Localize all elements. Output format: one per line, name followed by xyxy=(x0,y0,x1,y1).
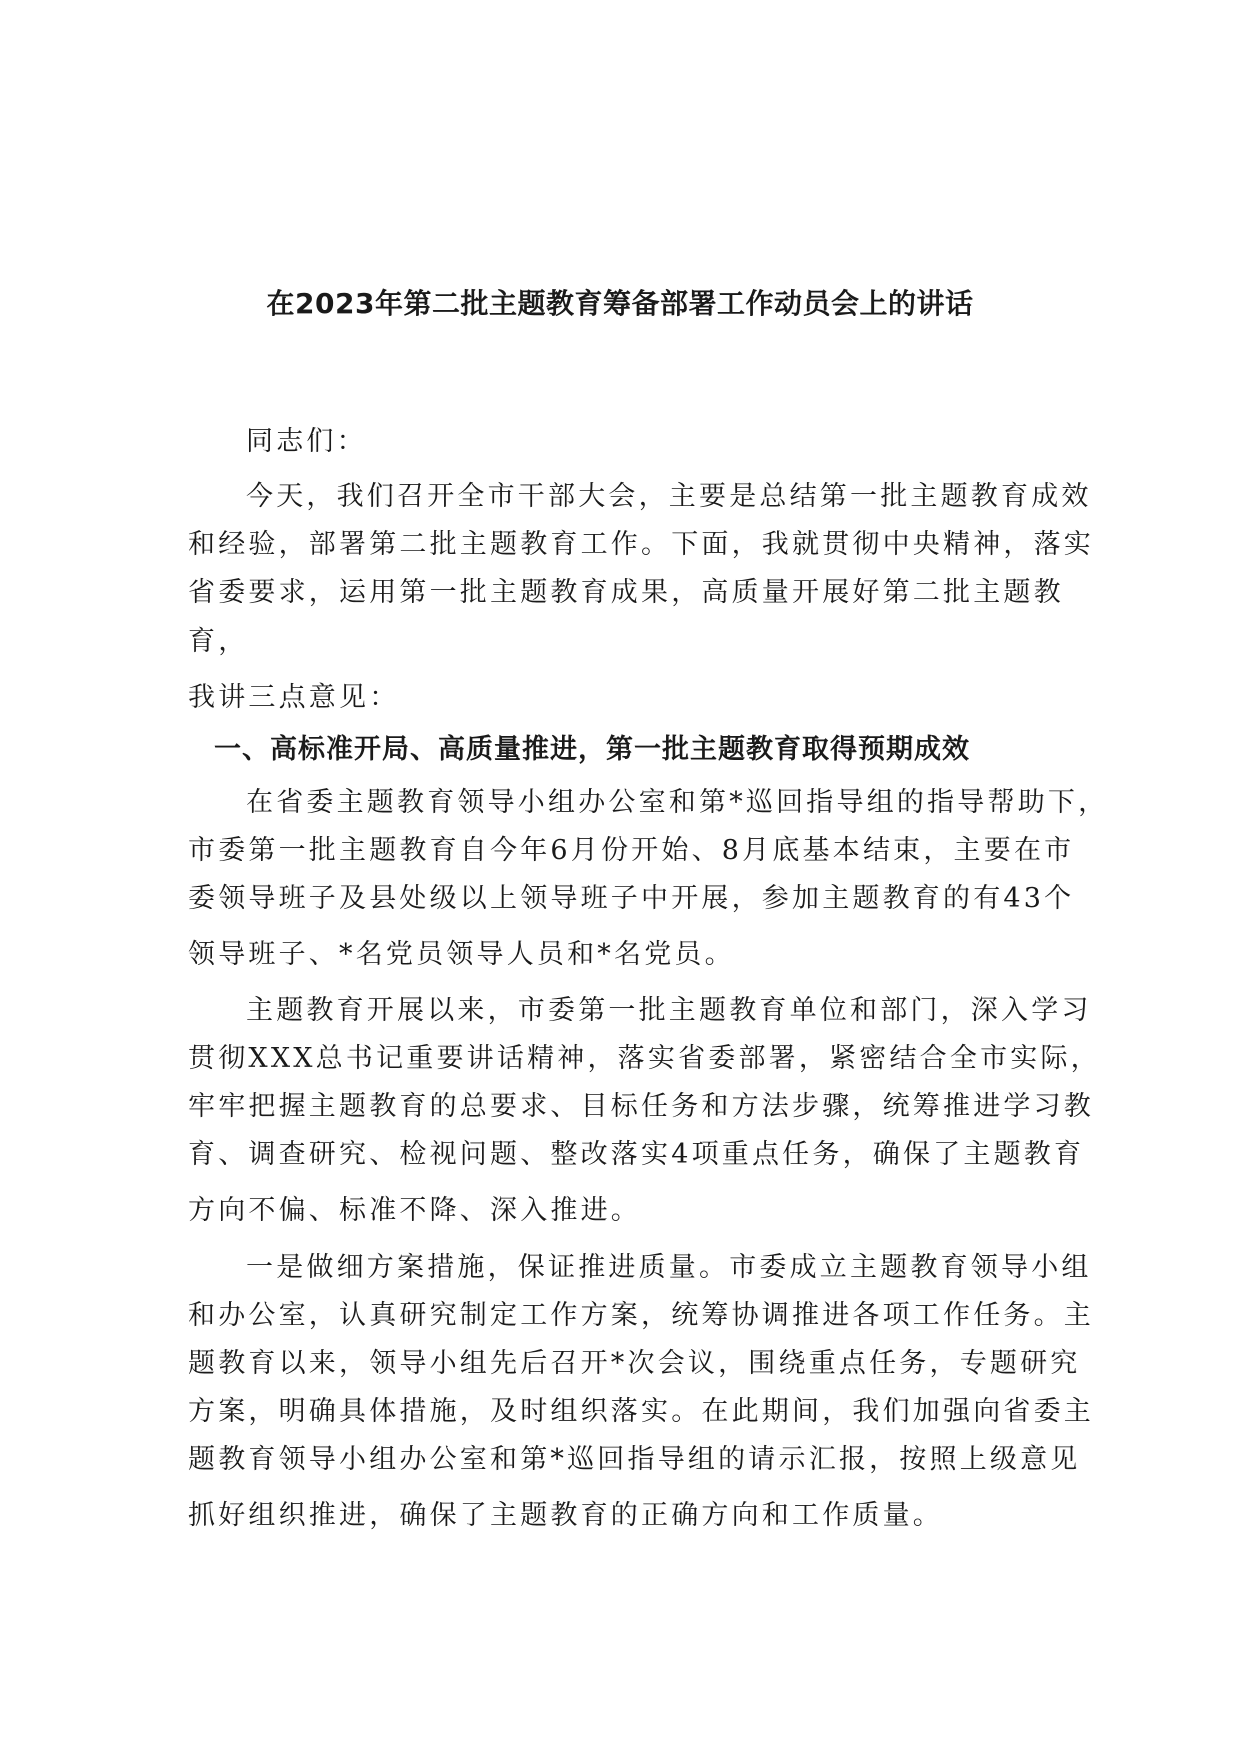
paragraph-4-line-2: 贯彻XXX总书记重要讲话精神，落实省委部署，紧密结合全市实际， xyxy=(188,1043,1101,1074)
paragraph-5-line-4: 方案，明确具体措施，及时组织落实。在此期间，我们加强向省委主 xyxy=(188,1396,1094,1427)
paragraph-5-line-5: 题教育领导小组办公室和第*巡回指导组的请示汇报，按照上级意见 xyxy=(188,1444,1081,1475)
paragraph-3-line-2: 市委第一批主题教育自今年6月份开始、8月底基本结束，主要在市 xyxy=(188,835,1075,866)
paragraph-1-line-2: 和经验，部署第二批主题教育工作。下面，我就贯彻中央精神，落实 xyxy=(188,529,1094,560)
paragraph-5-line-1: 一是做细方案措施，保证推进质量。市委成立主题教育领导小组 xyxy=(246,1252,1092,1283)
paragraph-5-line-2: 和办公室，认真研究制定工作方案，统筹协调推进各项工作任务。主 xyxy=(188,1300,1094,1331)
paragraph-4-line-5: 方向不偏、标准不降、深入推进。 xyxy=(188,1195,641,1226)
paragraph-3-line-3: 委领导班子及县处级以上领导班子中开展，参加主题教育的有43个 xyxy=(188,883,1075,914)
paragraph-1-line-1: 今天，我们召开全市干部大会，主要是总结第一批主题教育成效 xyxy=(246,481,1092,512)
paragraph-4-line-1: 主题教育开展以来，市委第一批主题教育单位和部门，深入学习 xyxy=(246,995,1092,1026)
document-title: 在2023年第二批主题教育筹备部署工作动员会上的讲话 xyxy=(266,287,974,320)
paragraph-3-line-4: 领导班子、*名党员领导人员和*名党员。 xyxy=(188,939,735,970)
paragraph-4-line-3: 牢牢把握主题教育的总要求、目标任务和方法步骤，统筹推进学习教 xyxy=(188,1091,1094,1122)
paragraph-1-line-4: 育， xyxy=(188,626,249,657)
paragraph-5-line-3: 题教育以来，领导小组先后召开*次会议，围绕重点任务，专题研究 xyxy=(188,1348,1081,1379)
paragraph-1-line-3: 省委要求，运用第一批主题教育成果，高质量开展好第二批主题教 xyxy=(188,577,1064,608)
paragraph-5-line-6: 抓好组织推进，确保了主题教育的正确方向和工作质量。 xyxy=(188,1500,943,1531)
salutation: 同志们： xyxy=(246,426,367,457)
paragraph-4-line-4: 育、调查研究、检视问题、整改落实4项重点任务，确保了主题教育 xyxy=(188,1139,1085,1170)
paragraph-3-line-1: 在省委主题教育领导小组办公室和第*巡回指导组的指导帮助下， xyxy=(246,787,1109,818)
paragraph-2: 我讲三点意见： xyxy=(188,682,400,713)
section-1-heading: 一、高标准开局、高质量推进，第一批主题教育取得预期成效 xyxy=(214,734,970,765)
